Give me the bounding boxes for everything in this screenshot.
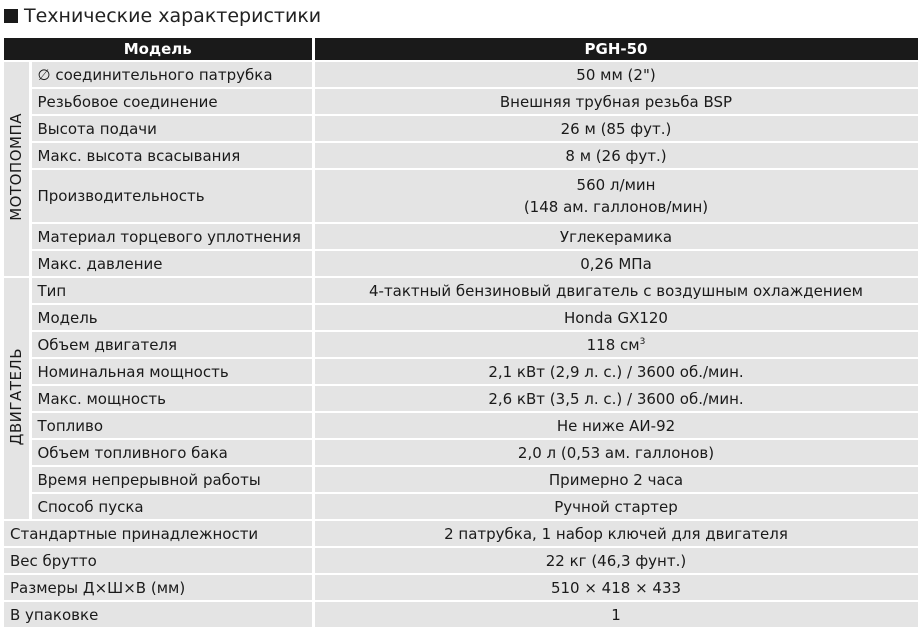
- row-label: В упаковке: [4, 601, 313, 628]
- table-row: [4, 115, 919, 142]
- table-row: [4, 385, 919, 412]
- row-value: [313, 169, 919, 223]
- row-label: Макс. высота всасывания: [30, 142, 313, 169]
- row-value: 2 патрубка, 1 набор ключей для двигателя: [313, 520, 919, 547]
- row-label: Высота подачи: [30, 115, 313, 142]
- row-label: Объем топливного бака: [30, 439, 313, 466]
- row-value: 2,6 кВт (3,5 л. с.) / 3600 об./мин.: [313, 385, 919, 412]
- row-value-line1: 560 л/мин: [576, 176, 656, 194]
- table-row: [4, 358, 919, 385]
- row-label: Производительность: [30, 169, 313, 223]
- table-row: [4, 331, 919, 358]
- row-value: 22 кг (46,3 фунт.): [313, 547, 919, 574]
- row-value: 2,0 л (0,53 ам. галлонов): [313, 439, 919, 466]
- table-row: [4, 493, 919, 520]
- row-value: 26 м (85 фут.): [313, 115, 919, 142]
- table-row: [4, 412, 919, 439]
- row-value: Примерно 2 часа: [313, 466, 919, 493]
- table-row: [4, 142, 919, 169]
- table-row: [4, 520, 919, 547]
- row-value: 50 мм (2"): [313, 61, 919, 88]
- section-engine-label: ДВИГАТЕЛЬ: [7, 347, 26, 446]
- table-row: [4, 88, 919, 115]
- title-square-icon: [4, 9, 18, 23]
- row-label: ∅ соединительного патрубка: [30, 61, 313, 88]
- row-value: Углекерамика: [313, 223, 919, 250]
- section-engine: [4, 277, 30, 520]
- row-label: Резьбовое соединение: [30, 88, 313, 115]
- header-model-value: PGH-50: [313, 38, 919, 61]
- row-value: [313, 331, 919, 358]
- specs-table: [4, 38, 921, 629]
- row-label: Материал торцевого уплотнения: [30, 223, 313, 250]
- row-value: 510 × 418 × 433: [313, 574, 919, 601]
- title-text: Технические характеристики: [24, 5, 322, 27]
- table-row: [4, 304, 919, 331]
- row-label: Размеры Д×Ш×В (мм): [4, 574, 313, 601]
- row-value: 2,1 кВт (2,9 л. с.) / 3600 об./мин.: [313, 358, 919, 385]
- row-label: Объем двигателя: [30, 331, 313, 358]
- row-value: Ручной стартер: [313, 493, 919, 520]
- row-label: Макс. мощность: [30, 385, 313, 412]
- row-value-line2: (148 ам. галлонов/мин): [523, 198, 709, 216]
- row-label: Время непрерывной работы: [30, 466, 313, 493]
- row-label: Тип: [30, 277, 313, 304]
- row-label: Стандартные принадлежности: [4, 520, 313, 547]
- table-row: [4, 601, 919, 628]
- section-pump: [4, 61, 30, 277]
- table-row: [4, 223, 919, 250]
- table-header-row: [4, 38, 919, 61]
- row-value: 1: [313, 601, 919, 628]
- table-row: [4, 61, 919, 88]
- row-label: Номинальная мощность: [30, 358, 313, 385]
- row-value-text: 118 см: [586, 335, 640, 354]
- row-value: 4-тактный бензиновый двигатель с воздушным охлаждением: [313, 277, 919, 304]
- row-label: Способ пуска: [30, 493, 313, 520]
- row-label: Модель: [30, 304, 313, 331]
- row-value: Honda GX120: [313, 304, 919, 331]
- row-value-sup: 3: [639, 336, 646, 347]
- row-value: Внешняя трубная резьба BSP: [313, 88, 919, 115]
- page-title: [4, 2, 321, 30]
- table-row: [4, 466, 919, 493]
- row-label: Топливо: [30, 412, 313, 439]
- row-label: Вес брутто: [4, 547, 313, 574]
- table-row: [4, 439, 919, 466]
- section-pump-label: МОТОПОМПА: [7, 113, 26, 221]
- row-value: Не ниже АИ-92: [313, 412, 919, 439]
- table-row: [4, 169, 919, 223]
- row-label: Макс. давление: [30, 250, 313, 277]
- table-row: [4, 277, 919, 304]
- row-value: 8 м (26 фут.): [313, 142, 919, 169]
- header-model-label: Модель: [4, 38, 313, 61]
- row-value: 0,26 МПа: [313, 250, 919, 277]
- table-row: [4, 250, 919, 277]
- table-row: [4, 547, 919, 574]
- table-row: [4, 574, 919, 601]
